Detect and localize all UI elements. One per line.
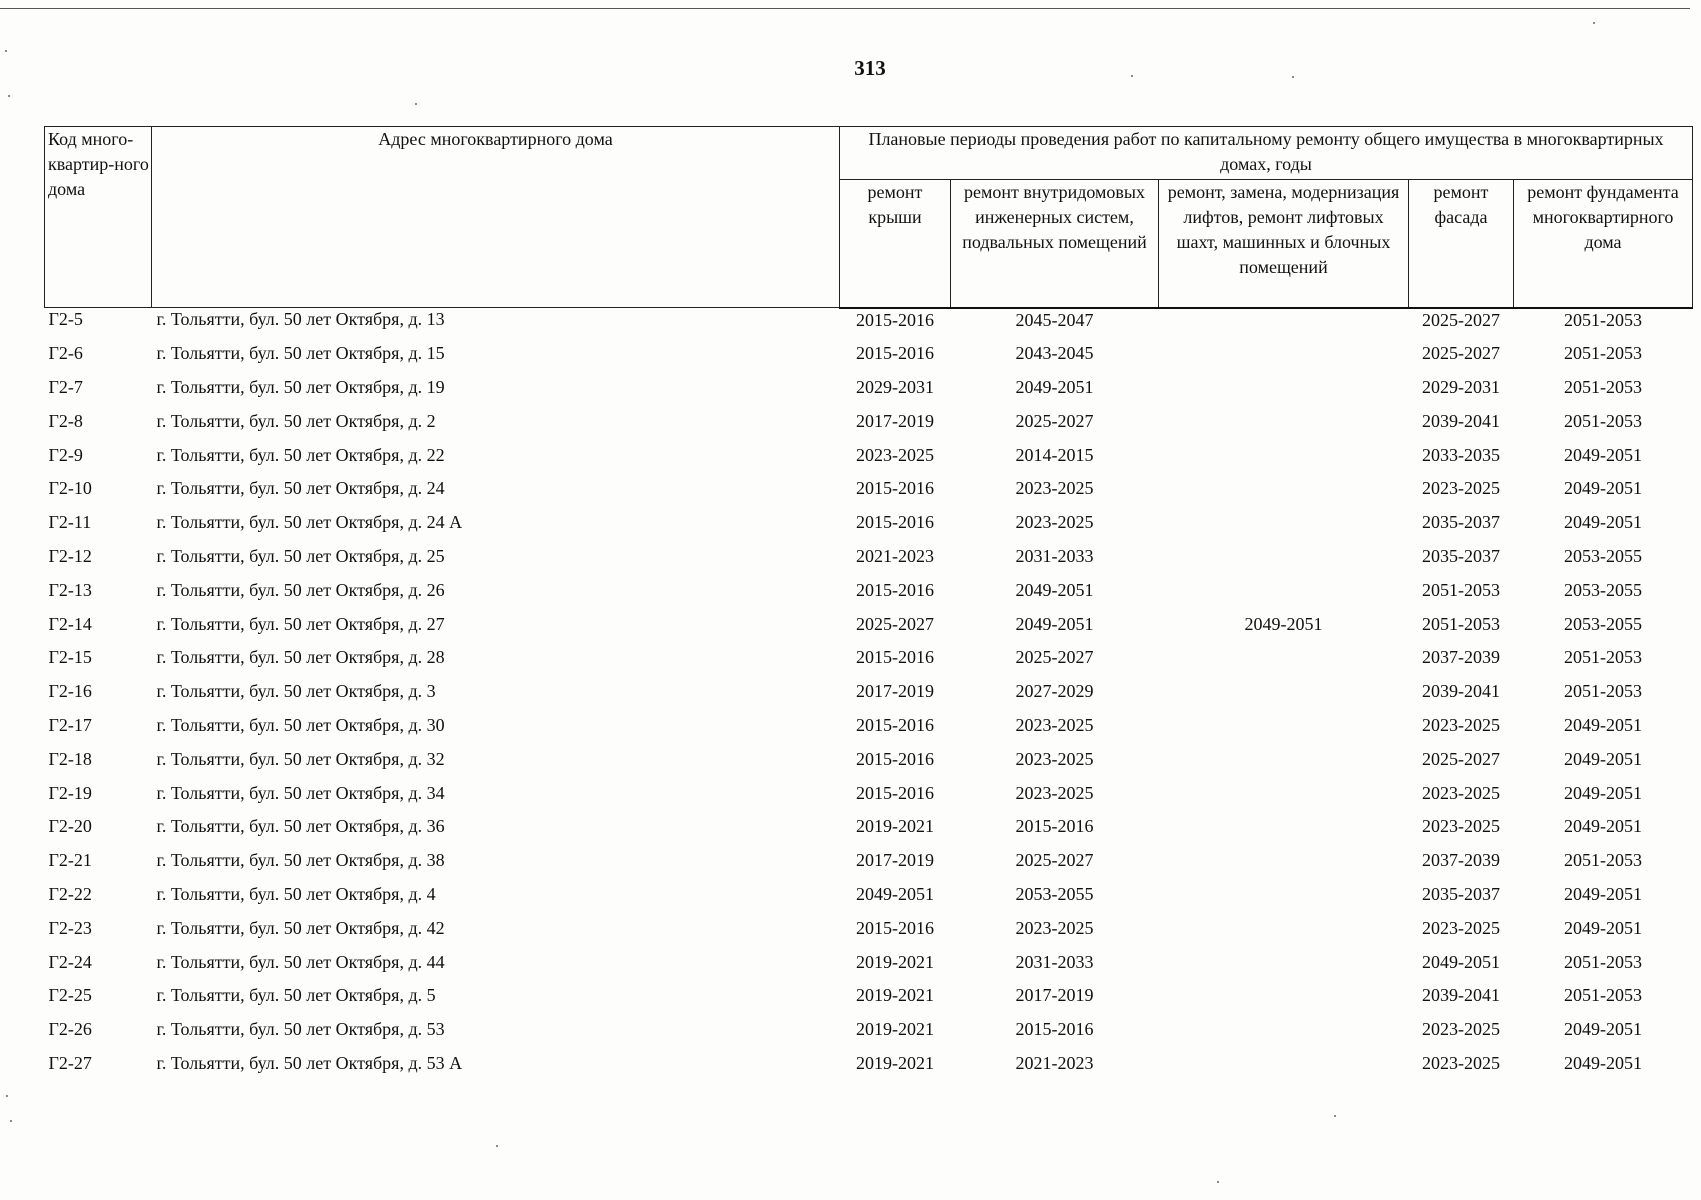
table-row xyxy=(45,376,1693,410)
table-row xyxy=(45,511,1693,545)
cell-address: г. Тольятти, бул. 50 лет Октября, д. 24 А xyxy=(156,512,463,533)
cell-systems: 2015-2016 xyxy=(1015,1019,1094,1040)
cell-roof: 2017-2019 xyxy=(856,681,934,702)
cell-address: г. Тольятти, бул. 50 лет Октября, д. 53 А xyxy=(156,1053,463,1074)
header-roof: ремонт крыши xyxy=(840,180,951,308)
cell-systems: 2031-2033 xyxy=(1015,951,1094,972)
cell-systems: 2045-2047 xyxy=(1015,309,1094,330)
cell-facade: 2035-2037 xyxy=(1422,884,1500,905)
cell-facade: 2023-2025 xyxy=(1422,1053,1500,1074)
cell-address: г. Тольятти, бул. 50 лет Октября, д. 32 xyxy=(156,748,445,769)
cell-address: г. Тольятти, бул. 50 лет Октября, д. 4 xyxy=(156,884,436,905)
cell-lifts xyxy=(1159,714,1409,748)
cell-lifts: 2049-2051 xyxy=(1244,613,1323,634)
scan-speck xyxy=(10,1120,12,1122)
cell-lifts xyxy=(1159,748,1409,782)
cell-code: Г2-11 xyxy=(48,512,92,533)
cell-facade: 2037-2039 xyxy=(1422,850,1500,871)
cell-code: Г2-14 xyxy=(48,613,92,634)
table-row xyxy=(45,782,1693,816)
cell-facade: 2051-2053 xyxy=(1422,579,1500,600)
cell-code: Г2-18 xyxy=(48,748,92,769)
table-row xyxy=(45,308,1693,343)
cell-lifts xyxy=(1159,883,1409,917)
cell-foundation: 2051-2053 xyxy=(1564,410,1642,431)
cell-facade: 2023-2025 xyxy=(1422,715,1500,736)
cell-systems: 2015-2016 xyxy=(1015,816,1094,837)
cell-code: Г2-5 xyxy=(48,309,83,329)
table-row xyxy=(45,883,1693,917)
cell-roof: 2015-2016 xyxy=(856,478,934,499)
header-systems: ремонт внутридомовых инженерных систем, подвальных помещений xyxy=(951,180,1159,308)
cell-foundation: 2049-2051 xyxy=(1564,1019,1642,1040)
cell-foundation: 2053-2055 xyxy=(1564,579,1642,600)
cell-systems: 2049-2051 xyxy=(1015,377,1094,398)
page-number: 313 xyxy=(854,56,886,80)
cell-lifts xyxy=(1159,984,1409,1018)
cell-code: Г2-20 xyxy=(48,816,92,837)
cell-lifts xyxy=(1159,545,1409,579)
cell-foundation: 2051-2053 xyxy=(1564,377,1642,398)
cell-facade: 2037-2039 xyxy=(1422,647,1500,668)
cell-facade: 2023-2025 xyxy=(1422,816,1500,837)
scan-speck xyxy=(8,95,10,97)
cell-foundation: 2053-2055 xyxy=(1564,613,1642,634)
table-row xyxy=(45,714,1693,748)
table-row xyxy=(45,410,1693,444)
header-facade: ремонт фасада xyxy=(1409,180,1514,308)
cell-address: г. Тольятти, бул. 50 лет Октября, д. 25 xyxy=(156,546,445,567)
cell-foundation: 2049-2051 xyxy=(1564,748,1642,769)
cell-code: Г2-25 xyxy=(48,985,92,1006)
cell-address: г. Тольятти, бул. 50 лет Октября, д. 42 xyxy=(156,917,445,938)
cell-facade: 2023-2025 xyxy=(1422,478,1500,499)
cell-systems: 2017-2019 xyxy=(1015,985,1094,1006)
cell-code: Г2-22 xyxy=(48,884,92,905)
table-row xyxy=(45,579,1693,613)
cell-roof: 2017-2019 xyxy=(856,850,934,871)
cell-systems: 2023-2025 xyxy=(1015,715,1094,736)
cell-address: г. Тольятти, бул. 50 лет Октября, д. 19 xyxy=(156,377,445,398)
table-row xyxy=(45,951,1693,985)
cell-code: Г2-26 xyxy=(48,1019,92,1040)
cell-lifts xyxy=(1159,308,1409,343)
cell-foundation: 2049-2051 xyxy=(1564,478,1642,499)
cell-address: г. Тольятти, бул. 50 лет Октября, д. 26 xyxy=(156,579,445,600)
cell-systems: 2027-2029 xyxy=(1015,681,1094,702)
cell-roof: 2019-2021 xyxy=(856,1019,934,1040)
scan-speck xyxy=(496,1145,498,1147)
cell-lifts xyxy=(1159,917,1409,951)
cell-foundation: 2049-2051 xyxy=(1564,782,1642,803)
cell-address: г. Тольятти, бул. 50 лет Октября, д. 13 xyxy=(156,309,445,329)
cell-address: г. Тольятти, бул. 50 лет Октября, д. 44 xyxy=(156,951,445,972)
cell-address: г. Тольятти, бул. 50 лет Октября, д. 27 xyxy=(156,613,445,634)
cell-facade: 2033-2035 xyxy=(1422,444,1500,465)
cell-facade: 2023-2025 xyxy=(1422,1019,1500,1040)
cell-foundation: 2053-2055 xyxy=(1564,546,1642,567)
cell-roof: 2019-2021 xyxy=(856,1053,934,1074)
cell-code: Г2-19 xyxy=(48,782,92,803)
cell-facade: 2039-2041 xyxy=(1422,985,1500,1006)
cell-lifts xyxy=(1159,342,1409,376)
cell-facade: 2051-2053 xyxy=(1422,613,1500,634)
cell-systems: 2023-2025 xyxy=(1015,782,1094,803)
cell-code: Г2-23 xyxy=(48,917,92,938)
cell-lifts xyxy=(1159,376,1409,410)
scan-speck xyxy=(6,1095,8,1097)
table-row xyxy=(45,613,1693,647)
table-row xyxy=(45,680,1693,714)
cell-roof: 2049-2051 xyxy=(856,884,934,905)
cell-roof: 2019-2021 xyxy=(856,985,934,1006)
cell-roof: 2017-2019 xyxy=(856,410,934,431)
cell-address: г. Тольятти, бул. 50 лет Октября, д. 15 xyxy=(156,343,445,364)
cell-roof: 2015-2016 xyxy=(856,579,934,600)
cell-roof: 2015-2016 xyxy=(856,647,934,668)
cell-systems: 2049-2051 xyxy=(1015,613,1094,634)
cell-facade: 2039-2041 xyxy=(1422,681,1500,702)
cell-code: Г2-12 xyxy=(48,546,92,567)
cell-address: г. Тольятти, бул. 50 лет Октября, д. 22 xyxy=(156,444,445,465)
header-periods: Плановые периоды проведения работ по капитальному ремонту общего имущества в многоквартирных домах, годы xyxy=(840,127,1693,180)
cell-roof: 2015-2016 xyxy=(856,715,934,736)
cell-foundation: 2051-2053 xyxy=(1564,681,1642,702)
cell-roof: 2015-2016 xyxy=(856,782,934,803)
cell-foundation: 2049-2051 xyxy=(1564,917,1642,938)
table-row xyxy=(45,545,1693,579)
cell-systems: 2023-2025 xyxy=(1015,748,1094,769)
cell-code: Г2-27 xyxy=(48,1053,92,1074)
cell-facade: 2035-2037 xyxy=(1422,512,1500,533)
cell-code: Г2-17 xyxy=(48,715,92,736)
cell-code: Г2-8 xyxy=(48,410,83,431)
cell-facade: 2035-2037 xyxy=(1422,546,1500,567)
cell-foundation: 2049-2051 xyxy=(1564,715,1642,736)
table-row xyxy=(45,984,1693,1018)
table-row xyxy=(45,748,1693,782)
scan-speck xyxy=(1292,76,1294,78)
table-row xyxy=(45,342,1693,376)
scan-speck xyxy=(1593,22,1595,24)
cell-address: г. Тольятти, бул. 50 лет Октября, д. 24 xyxy=(156,478,445,499)
table-row xyxy=(45,444,1693,478)
cell-foundation: 2049-2051 xyxy=(1564,884,1642,905)
cell-lifts xyxy=(1159,579,1409,613)
header-foundation: ремонт фундамента многоквартирного дома xyxy=(1514,180,1693,308)
cell-roof: 2019-2021 xyxy=(856,951,934,972)
cell-facade: 2039-2041 xyxy=(1422,410,1500,431)
cell-lifts xyxy=(1159,951,1409,985)
cell-systems: 2025-2027 xyxy=(1015,410,1094,431)
cell-foundation: 2049-2051 xyxy=(1564,816,1642,837)
cell-code: Г2-6 xyxy=(48,343,83,364)
table-row xyxy=(45,646,1693,680)
cell-systems: 2043-2045 xyxy=(1015,343,1094,364)
header-code: Код много-квартир-ного дома xyxy=(45,127,152,308)
table-row xyxy=(45,1018,1693,1052)
cell-roof: 2015-2016 xyxy=(856,748,934,769)
cell-lifts xyxy=(1159,511,1409,545)
cell-foundation: 2051-2053 xyxy=(1564,985,1642,1006)
cell-facade: 2049-2051 xyxy=(1422,951,1500,972)
table-row xyxy=(45,1052,1693,1086)
cell-lifts xyxy=(1159,444,1409,478)
cell-address: г. Тольятти, бул. 50 лет Октября, д. 30 xyxy=(156,715,445,736)
cell-code: Г2-7 xyxy=(48,377,83,398)
scan-speck xyxy=(415,103,417,105)
cell-foundation: 2049-2051 xyxy=(1564,512,1642,533)
cell-systems: 2023-2025 xyxy=(1015,917,1094,938)
scan-speck xyxy=(1131,75,1133,77)
cell-lifts xyxy=(1159,410,1409,444)
cell-roof: 2019-2021 xyxy=(856,816,934,837)
table-row xyxy=(45,477,1693,511)
cell-lifts xyxy=(1159,815,1409,849)
table-body xyxy=(45,308,1693,1086)
cell-systems: 2031-2033 xyxy=(1015,546,1094,567)
cell-address: г. Тольятти, бул. 50 лет Октября, д. 36 xyxy=(156,816,445,837)
cell-foundation: 2051-2053 xyxy=(1564,309,1642,330)
table-row xyxy=(45,917,1693,951)
cell-lifts xyxy=(1159,477,1409,511)
cell-facade: 2029-2031 xyxy=(1422,377,1500,398)
cell-foundation: 2051-2053 xyxy=(1564,850,1642,871)
cell-lifts xyxy=(1159,1018,1409,1052)
cell-roof: 2015-2016 xyxy=(856,917,934,938)
page-top-rule xyxy=(0,8,1690,9)
cell-code: Г2-13 xyxy=(48,579,92,600)
table-row xyxy=(45,849,1693,883)
cell-lifts xyxy=(1159,680,1409,714)
cell-facade: 2025-2027 xyxy=(1422,309,1500,330)
cell-address: г. Тольятти, бул. 50 лет Октября, д. 34 xyxy=(156,782,445,803)
cell-foundation: 2049-2051 xyxy=(1564,444,1642,465)
cell-foundation: 2051-2053 xyxy=(1564,647,1642,668)
cell-roof: 2015-2016 xyxy=(856,512,934,533)
scan-speck xyxy=(1217,1181,1219,1183)
cell-code: Г2-16 xyxy=(48,681,92,702)
cell-facade: 2023-2025 xyxy=(1422,782,1500,803)
cell-systems: 2053-2055 xyxy=(1015,884,1094,905)
cell-roof: 2021-2023 xyxy=(856,546,934,567)
cell-address: г. Тольятти, бул. 50 лет Октября, д. 3 xyxy=(156,681,436,702)
table-row xyxy=(45,815,1693,849)
cell-roof: 2015-2016 xyxy=(856,343,934,364)
cell-address: г. Тольятти, бул. 50 лет Октября, д. 5 xyxy=(156,985,436,1006)
cell-roof: 2025-2027 xyxy=(856,613,934,634)
cell-code: Г2-24 xyxy=(48,951,92,972)
cell-roof: 2015-2016 xyxy=(856,309,934,330)
scan-speck xyxy=(5,50,7,52)
cell-facade: 2025-2027 xyxy=(1422,748,1500,769)
cell-code: Г2-21 xyxy=(48,850,92,871)
header-address: Адрес многоквартирного дома xyxy=(152,127,840,308)
cell-systems: 2023-2025 xyxy=(1015,512,1094,533)
cell-systems: 2049-2051 xyxy=(1015,579,1094,600)
cell-foundation: 2051-2053 xyxy=(1564,951,1642,972)
cell-address: г. Тольятти, бул. 50 лет Октября, д. 28 xyxy=(156,647,445,668)
cell-systems: 2025-2027 xyxy=(1015,647,1094,668)
table-header xyxy=(45,127,1693,308)
cell-lifts xyxy=(1159,1052,1409,1086)
header-lifts: ремонт, замена, модернизация лифтов, ремонт лифтовых шахт, машинных и блочных помещений xyxy=(1159,180,1409,308)
cell-facade: 2023-2025 xyxy=(1422,917,1500,938)
cell-systems: 2021-2023 xyxy=(1015,1053,1094,1074)
cell-lifts xyxy=(1159,849,1409,883)
cell-lifts xyxy=(1159,782,1409,816)
cell-roof: 2023-2025 xyxy=(856,444,934,465)
capital-repair-schedule-table xyxy=(44,126,1693,1086)
cell-address: г. Тольятти, бул. 50 лет Октября, д. 2 xyxy=(156,410,436,431)
cell-address: г. Тольятти, бул. 50 лет Октября, д. 38 xyxy=(156,850,445,871)
cell-foundation: 2051-2053 xyxy=(1564,343,1642,364)
cell-lifts xyxy=(1159,646,1409,680)
cell-code: Г2-15 xyxy=(48,647,92,668)
cell-systems: 2025-2027 xyxy=(1015,850,1094,871)
cell-facade: 2025-2027 xyxy=(1422,343,1500,364)
cell-systems: 2014-2015 xyxy=(1015,444,1094,465)
cell-roof: 2029-2031 xyxy=(856,377,934,398)
cell-code: Г2-10 xyxy=(48,478,92,499)
cell-address: г. Тольятти, бул. 50 лет Октября, д. 53 xyxy=(156,1019,445,1040)
cell-foundation: 2049-2051 xyxy=(1564,1053,1642,1074)
scan-speck xyxy=(1334,1115,1336,1117)
cell-code: Г2-9 xyxy=(48,444,83,465)
cell-systems: 2023-2025 xyxy=(1015,478,1094,499)
